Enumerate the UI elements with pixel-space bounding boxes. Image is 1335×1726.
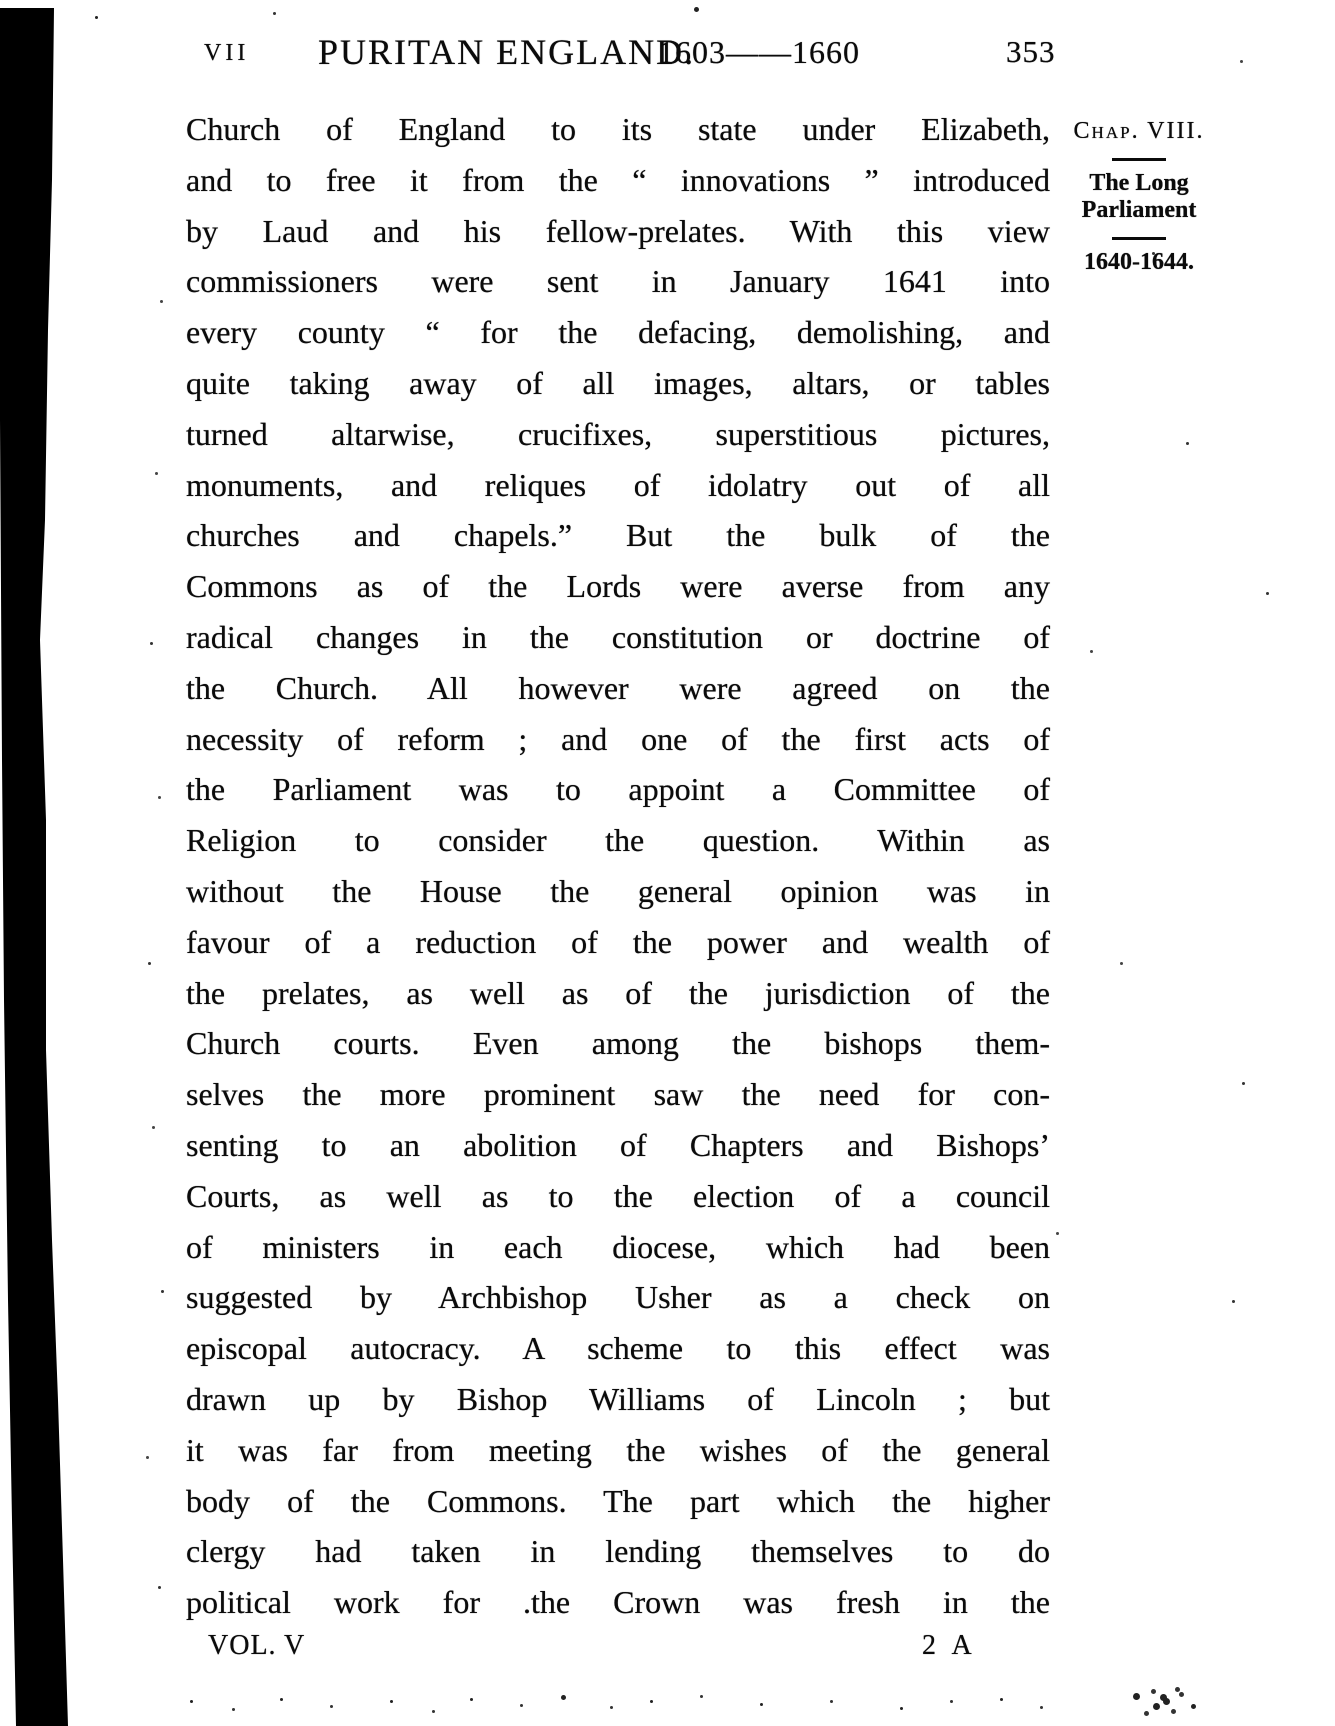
text-line: suggested by Archbishop Usher as a check on [186,1279,1050,1316]
text-line: drawn up by Bishop Williams of Lincoln ; but [186,1380,1050,1417]
text-line: monuments, and reliques of idolatry out of all [186,466,1050,503]
text-line: senting to an abolition of Chapters and Bishops’ [186,1126,1050,1163]
text-line: political work for .the Crown was fresh in the [186,1584,1050,1621]
margin-dates: 1640-1644. [1084,249,1194,275]
margin-note [1058,118,1220,276]
scan-specks [0,0,3,3]
text-line: Religion to consider the question. Within as [186,822,1050,859]
text-line: and to free it from the “ innovations ” introduced [186,161,1050,198]
text-line: the prelates, as well as of the jurisdiction of the [186,974,1050,1011]
text-line: Commons as of the Lords were averse from any [186,568,1050,605]
text-line: clergy had taken in lending themselves to do [186,1533,1050,1570]
margin-rule-bottom [1112,237,1166,240]
body-text [186,104,1050,1628]
page-number: 353 [1006,34,1056,69]
text-line: episcopal autocracy. A scheme to this effect was [186,1330,1050,1367]
text-line: churches and chapels.” But the bulk of the [186,517,1050,554]
chapter-folio: VII [204,40,250,66]
printers-signature: 2 A [922,1630,977,1661]
text-line: every county “ for the defacing, demolishing, and [186,314,1050,351]
text-line: Church of England to its state under Elizabeth, [186,111,1050,147]
text-line: body of the Commons. The part which the higher [186,1482,1050,1519]
text-line: it was far from meeting the wishes of the general [186,1431,1050,1468]
running-head-dates: 1603——1660 [658,34,860,70]
text-line: turned altarwise, crucifixes, superstitious pictures, [186,415,1050,452]
text-line: the Church. All however were agreed on the [186,669,1050,706]
volume-label: VOL. V [208,1630,306,1661]
text-line: favour of a reduction of the power and wealth of [186,923,1050,960]
text-line: quite taking away of all images, altars, or tables [186,364,1050,401]
running-head-title: PURITAN ENGLAND. [318,32,696,72]
margin-rule-top [1112,158,1166,161]
text-line: necessity of reform ; and one of the first acts of [186,720,1050,757]
text-line: Church courts. Even among the bishops them- [186,1025,1050,1062]
text-line: Courts, as well as to the election of a council [186,1177,1050,1214]
text-line: by Laud and his fellow-prelates. With this view [186,212,1050,249]
text-line: radical changes in the constitution or doctrine of [186,618,1050,655]
margin-heading: The Long Parliament [1081,170,1197,223]
text-line: selves the more prominent saw the need for con- [186,1076,1050,1113]
text-line: commissioners were sent in January 1641 into [186,263,1050,300]
margin-chapter-label: Chap. VIII. [1073,118,1205,144]
text-line: of ministers in each diocese, which had been [186,1228,1050,1265]
text-line: the Parliament was to appoint a Committee of [186,771,1050,808]
text-line: without the House the general opinion was in [186,872,1050,909]
